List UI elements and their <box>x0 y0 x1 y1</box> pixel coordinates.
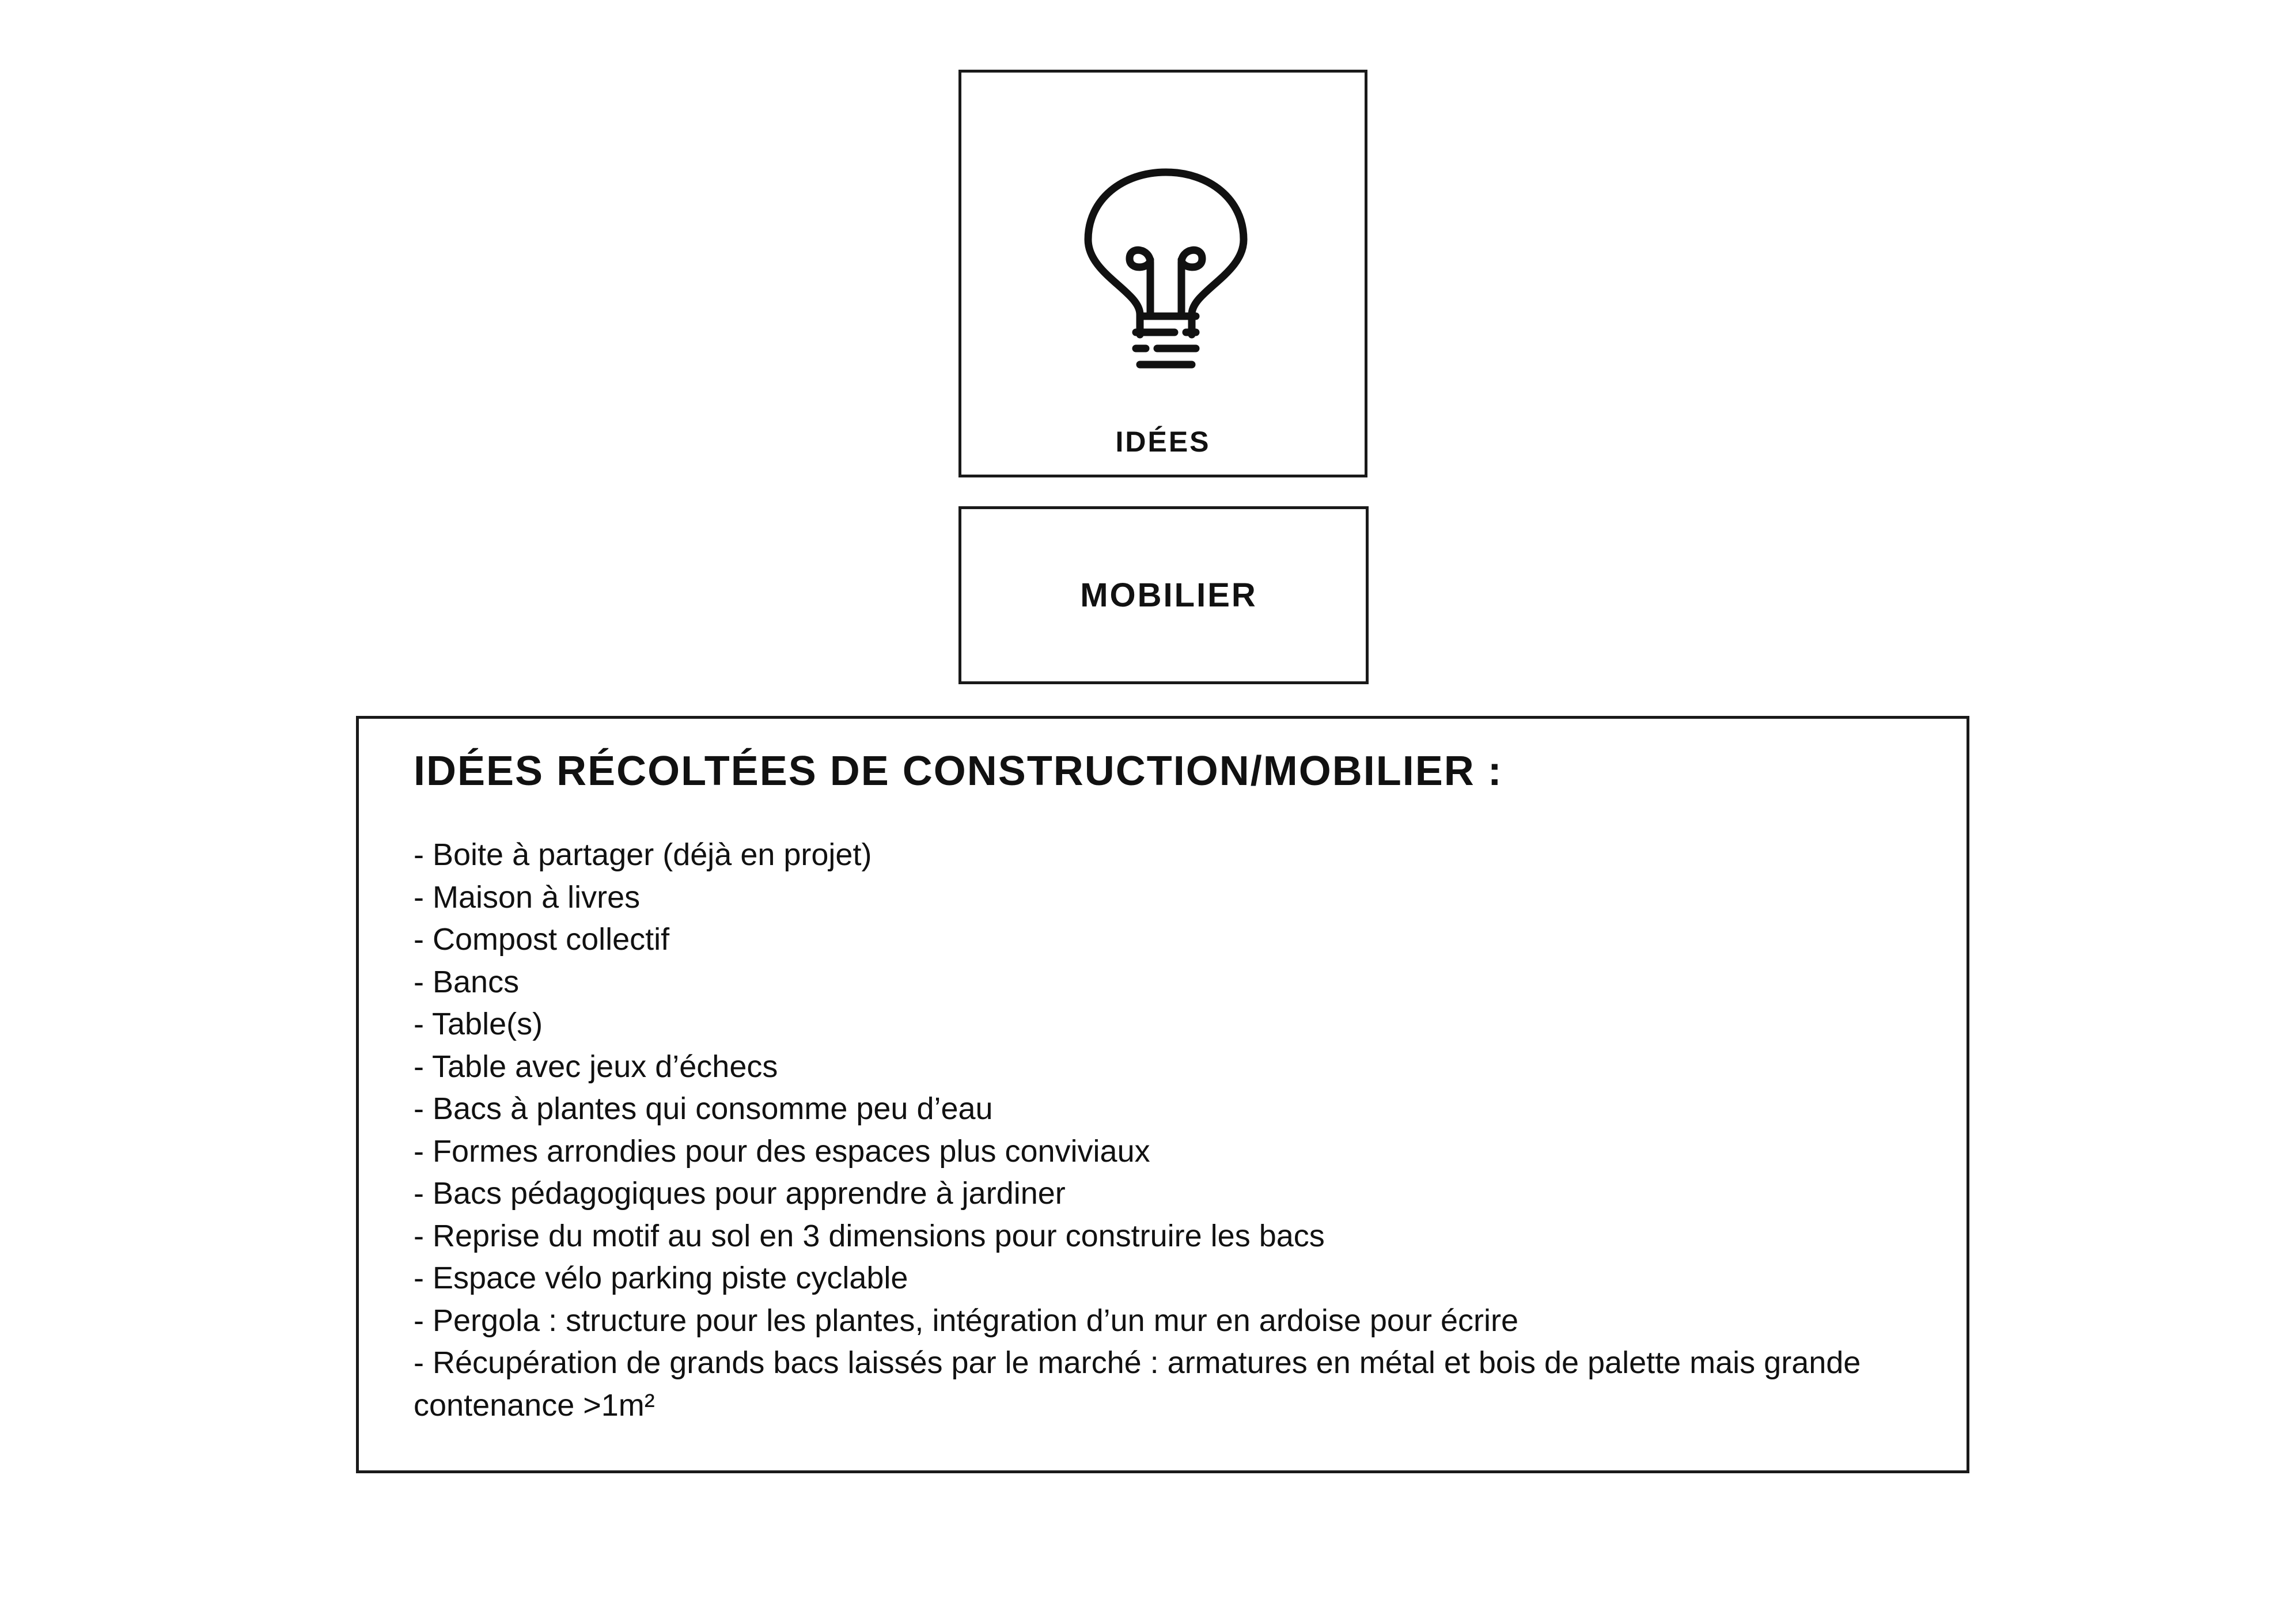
list-item: - Espace vélo parking piste cyclable <box>414 1261 908 1295</box>
ideas-list-card <box>356 716 1969 1473</box>
lightbulb-icon <box>1082 168 1249 378</box>
list-item: - Compost collectif <box>414 922 670 957</box>
list-item: - Formes arrondies pour des espaces plus conviviaux <box>414 1133 1150 1169</box>
list-item: - Pergola : structure pour les plantes, intégration d’un mur en ardoise pour écrire <box>414 1303 1519 1338</box>
list-item: - Récupération de grands bacs laissés par le marché : armatures en métal et bois de palette mais grande contenance >1m² <box>414 1345 1861 1423</box>
mobilier-card <box>958 506 1369 684</box>
list-item: - Bacs pédagogiques pour apprendre à jardiner <box>414 1176 1066 1211</box>
ideas-card <box>958 70 1367 477</box>
list-item: - Table(s) <box>414 1007 543 1041</box>
list-item: - Reprise du motif au sol en 3 dimensions pour construire les bacs <box>414 1218 1325 1253</box>
list-item: - Table avec jeux d’échecs <box>414 1049 778 1084</box>
ideas-label: IDÉES <box>1115 426 1211 458</box>
list-item: - Bacs à plantes qui consomme peu d’eau <box>414 1091 993 1126</box>
mobilier-label: MOBILIER <box>1080 577 1257 614</box>
ideas-list <box>414 834 1923 1427</box>
list-item: - Maison à livres <box>414 879 641 915</box>
ideas-list-title: IDÉES RÉCOLTÉES DE CONSTRUCTION/MOBILIER : <box>414 748 1503 794</box>
list-item: - Bancs <box>414 964 520 999</box>
list-item: - Boite à partager (déjà en projet) <box>414 837 872 872</box>
